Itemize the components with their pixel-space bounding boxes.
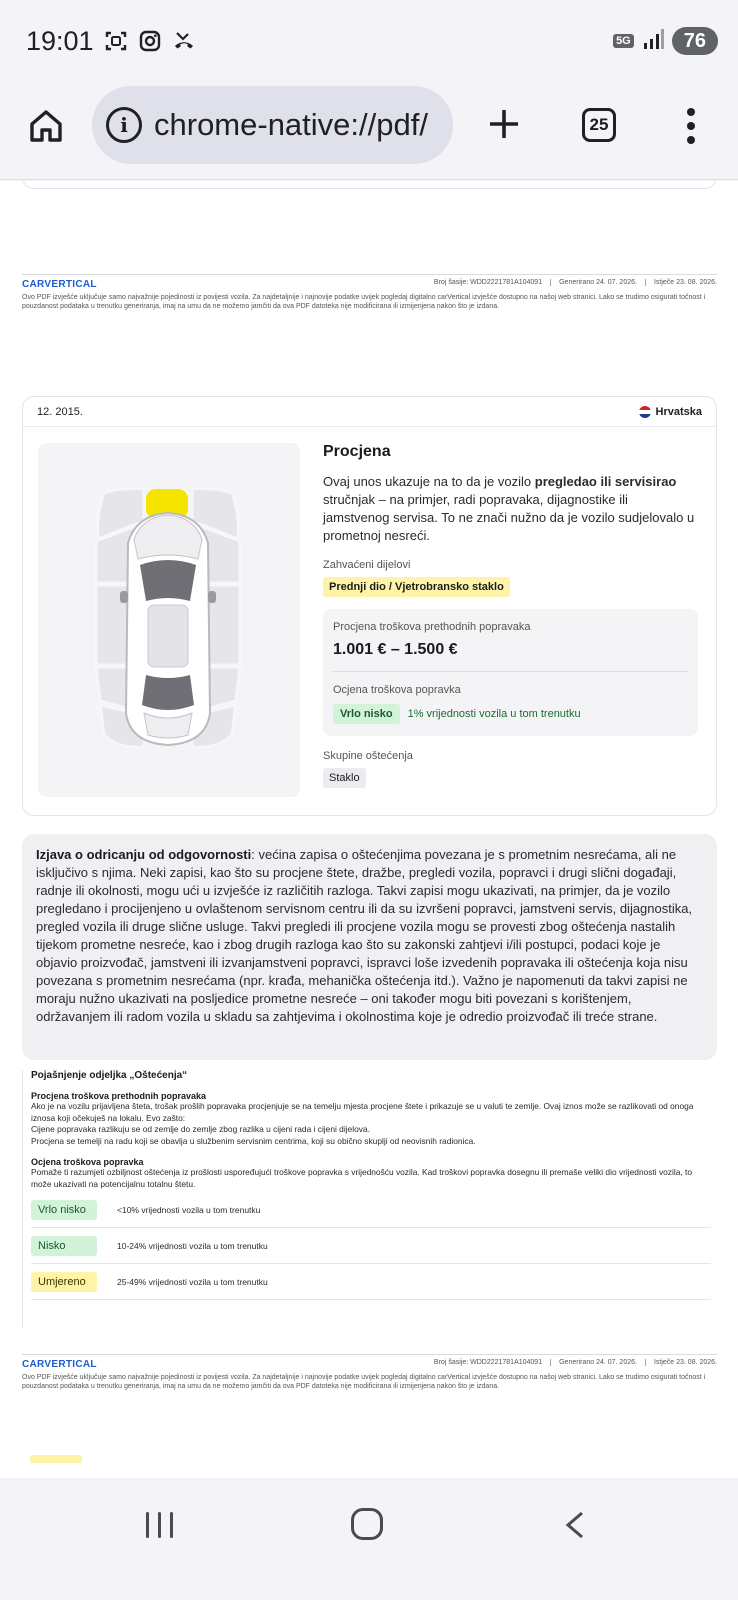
- explanation-sub2: Ocjena troškova popravka: [31, 1157, 144, 1167]
- instagram-icon: [137, 28, 163, 54]
- rating-badge: Vrlo nisko: [333, 704, 400, 724]
- note-title: Izjava o odricanju od odgovornosti: [36, 847, 252, 862]
- screenshot-icon: [103, 28, 129, 54]
- cost-label: Procjena troškova prethodnih popravaka: [333, 621, 531, 633]
- system-status: [613, 27, 718, 55]
- recents-icon: [146, 1512, 149, 1538]
- menu-dot: [687, 122, 695, 130]
- damage-groups-label: Skupine oštećenja: [323, 750, 413, 762]
- footer-meta: [434, 279, 717, 286]
- level-row: [31, 1264, 711, 1300]
- record-title: Procjena: [323, 443, 391, 460]
- cost-estimate-box: [323, 609, 698, 736]
- record-header: [23, 397, 716, 427]
- disclaimer-note: [22, 834, 717, 1060]
- record-country: [639, 406, 702, 418]
- signal-icon: [642, 28, 664, 55]
- back-button[interactable]: [560, 1510, 590, 1540]
- note-text: : većina zapisa o oštećenjima povezana je s prometnim nesrećama, ali ne isključivo s njima. Neki zapisi, kao što su procjene štete, dražbe, pregledi vozila, popravci i drugi slični događaji, radnje ili okolnosti, mogu ući u izvješće iz različitih razloga. Takvi zapisi mogu ukazivati, na primjer, da je vozilo pregledano i procijenjeno u ovlaštenom servisnom centru ili da su izvršeni popravci, jamstveni servis, dijagnostika, pregled vozila ili druge slične usluge. Takvi pregledi ili procjene vozila mogu se provesti zbog oštećenja nastalih tijekom prometne nesreće, kao i zbog drugih razloga kao što su zakonski zahtjevi i/ili postupci, podaci koje je objavio proizvođač, jamstveni ili izvanjamstveni popravci, ispravci loše izvedenih popravaka ili oštećenja koja nisu povezana s prometnim nesrećama (npr. krađa, mehanička oštećenja itd.). Važno je napomenuti da takvi zapisi ne moraju nužno ukazivati na posljedice prometne nesreće – oni također mogu biti povezani s korištenjem, održavanjem ili radom vozila u skladu sa zahtjevima i okolnostima koje je odredio proizvođač ili treće strane.: [36, 847, 693, 1024]
- level-badge: Vrlo nisko: [31, 1200, 97, 1220]
- footer-expires: Istječe 23. 08. 2026.: [645, 279, 717, 286]
- damage-group-badge: Staklo: [323, 768, 366, 788]
- browser-toolbar: [0, 84, 738, 180]
- menu-dot: [687, 108, 695, 116]
- affected-parts-label: Zahvaćeni dijelovi: [323, 559, 411, 571]
- network-type: 5G: [613, 34, 634, 48]
- rating-levels: [31, 1192, 717, 1300]
- rating-label: Ocjena troškova popravka: [333, 684, 461, 696]
- pdf-page: [0, 392, 738, 1478]
- address-bar[interactable]: [92, 86, 453, 164]
- carvertical-logo: CARVERTICAL: [22, 1359, 97, 1370]
- recents-icon-bar: [158, 1512, 161, 1538]
- back-icon: [560, 1510, 590, 1540]
- missed-call-icon: [171, 28, 197, 54]
- recents-icon-bar: [170, 1512, 173, 1538]
- cost-value: 1.001 € – 1.500 €: [333, 641, 688, 672]
- battery-level: 76: [672, 27, 718, 55]
- level-text: 10-24% vrijednosti vozila u tom trenutku: [117, 1240, 268, 1251]
- explanation-p4: Pomaže ti razumjeti ozbiljnost oštećenja iz prošlosti uspoređujući troškove popravka s vrijednošću vozila. Kad troškovi popravka dosegnu ili premaše veliki dio vrijednosti vozila, to može ukazivati na potencijalnu totalnu štetu.: [31, 1167, 693, 1189]
- footer-disclaimer: Ovo PDF izvješće uključuje samo najvažnije pojedinosti iz povijesti vozila. Za najdetaljnije i najnovije podatke uvijek pogledaj digitalno carVertical izvješće dostupno na našoj web stranici. Lako se trudimo osigurati točnost i pouzdanost podataka u trenutku generiranja, imaj na umu da ne možemo jamčiti da ova PDF datoteka nije modificirana ili izmijenjena nakon što je izdana.: [22, 294, 706, 310]
- footer-meta: [434, 1359, 717, 1366]
- nav-home-button[interactable]: [351, 1508, 383, 1540]
- footer-vin: Broj šasije: WDD2221781A104091: [433, 1359, 543, 1366]
- damage-explanation: [22, 1070, 717, 1328]
- level-row: [31, 1192, 711, 1228]
- level-badge: Umjereno: [31, 1272, 97, 1292]
- rating-row: [333, 704, 688, 724]
- car-damage-diagram: [38, 443, 300, 797]
- record-details: [323, 443, 698, 788]
- overflow-menu-button[interactable]: [686, 108, 696, 144]
- affected-parts-badge: Prednji dio / Vjetrobransko staklo: [323, 577, 510, 597]
- page-footer: [22, 274, 717, 311]
- explanation-p3: Procjena se temelji na radu koji se obavlja u službenim servisnim centrima, koji su obično skuplji od neovisnih radionica.: [31, 1135, 476, 1146]
- explanation-title: Pojašnjenje odjeljka „Oštećenja“: [31, 1070, 188, 1081]
- pdf-viewport[interactable]: [0, 181, 738, 1478]
- record-description: [323, 473, 698, 545]
- pdf-page: [0, 1455, 738, 1478]
- desc-text: Ovaj unos ukazuje na to da je vozilo: [323, 474, 535, 489]
- record-date: 12. 2015.: [37, 405, 83, 418]
- status-bar: [0, 0, 738, 84]
- level-text: 25-49% vrijednosti vozila u tom trenutku: [117, 1276, 268, 1287]
- explanation-p2: Cijene popravaka razlikuju se od zemlje do zemlje zbog razlika u cijeni rada i cijeni dijelova.: [31, 1124, 370, 1134]
- explanation-p1: Ako je na vozilu prijavljena šteta, trošak prošlih popravaka procjenjuje se na temelju mjesta procjene štete i prikazuje se u valuti te zemlje. Ovaj iznos može se razlikovati od onoga iznosa koji očekuješ na lokalu. Evo zašto:: [31, 1101, 694, 1123]
- home-icon: [26, 106, 66, 146]
- url-text[interactable]: chrome-native://pdf/: [154, 107, 428, 142]
- country-name: Hrvatska: [655, 405, 702, 418]
- rating-text: 1% vrijednosti vozila u tom trenutku: [407, 708, 581, 720]
- notification-icons: [103, 28, 197, 54]
- footer-generated: Generirano 24. 07. 2026.: [550, 1359, 637, 1366]
- new-tab-button[interactable]: [486, 106, 522, 142]
- plus-icon: [486, 106, 522, 142]
- status-time: 19:01: [26, 26, 94, 56]
- home-button[interactable]: [26, 106, 66, 146]
- page-footer: [22, 1354, 717, 1391]
- desc-text: stručnjak – na primjer, radi popravaka, dijagnostike ili jamstvenog servisa. To ne znači nužno da je vozilo sudjelovalo u prometnoj nesreći.: [323, 492, 695, 543]
- footer-disclaimer: Ovo PDF izvješće uključuje samo najvažnije pojedinosti iz povijesti vozila. Za najdetaljnije i najnovije podatke uvijek pogledaj digitalno carVertical izvješće dostupno na našoj web stranici. Lako se trudimo osigurati točnost i pouzdanost podataka u trenutku generiranja, imaj na umu da ne možemo jamčiti da ova PDF datoteka nije modificirana ili izmijenjena nakon što je izdana.: [22, 1374, 706, 1390]
- system-nav-bar: [0, 1478, 738, 1600]
- footer-generated: Generirano 24. 07. 2026.: [550, 279, 637, 286]
- tab-switcher-button[interactable]: 25: [582, 108, 616, 142]
- record-card-fragment: [22, 181, 717, 189]
- footer-vin: Broj šasije: WDD2221781A104091: [433, 279, 543, 286]
- level-text: <10% vrijednosti vozila u tom trenutku: [117, 1204, 261, 1215]
- carvertical-logo: CARVERTICAL: [22, 279, 97, 290]
- desc-bold: pregledao ili servisirao: [534, 474, 677, 489]
- badge-fragment: [30, 1455, 82, 1463]
- level-row: [31, 1228, 711, 1264]
- menu-dot: [687, 136, 695, 144]
- level-badge: Nisko: [31, 1236, 97, 1256]
- croatia-flag-icon: [639, 406, 651, 418]
- footer-expires: Istječe 23. 08. 2026.: [645, 1359, 717, 1366]
- explanation-sub1: Procjena troškova prethodnih popravaka: [31, 1091, 207, 1101]
- info-icon[interactable]: i: [106, 107, 142, 143]
- damage-record-card: [22, 396, 717, 816]
- recents-button[interactable]: [146, 1512, 173, 1538]
- car-top-view-icon: [38, 443, 300, 797]
